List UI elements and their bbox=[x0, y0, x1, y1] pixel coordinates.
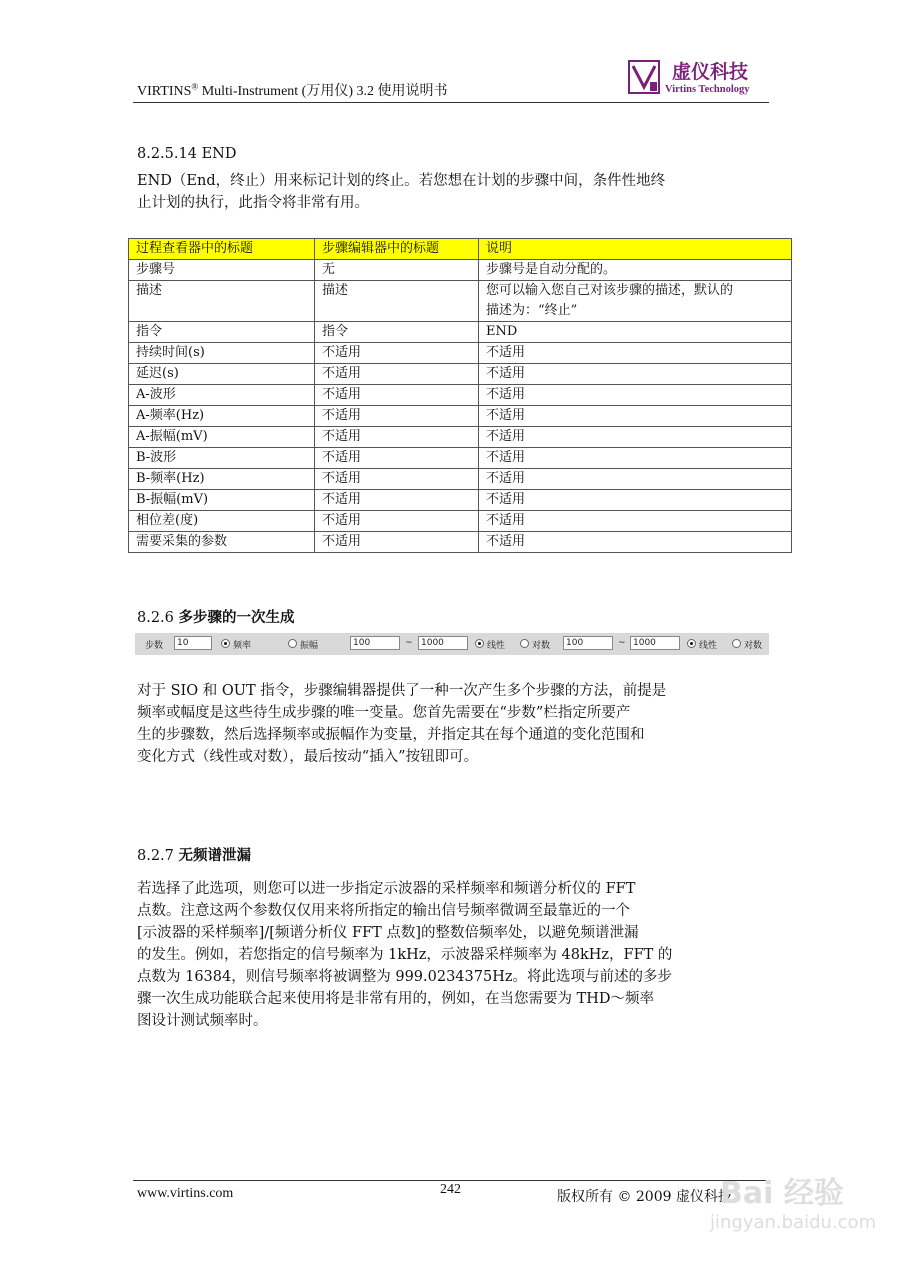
channel-b-linear-radio[interactable] bbox=[687, 639, 696, 648]
section-title-8-2-5-14: 8.2.5.14 END bbox=[137, 146, 237, 162]
page-number: 242 bbox=[440, 1182, 461, 1197]
table-cell: 不适用 bbox=[315, 406, 479, 427]
header-divider bbox=[133, 102, 769, 103]
range-separator: ~ bbox=[618, 638, 626, 648]
frequency-radio[interactable] bbox=[221, 639, 230, 648]
table-cell: 延迟(s) bbox=[129, 364, 315, 385]
table-cell: A-波形 bbox=[129, 385, 315, 406]
table-cell: 不适用 bbox=[479, 511, 792, 532]
table-cell: 不适用 bbox=[315, 490, 479, 511]
section-8-2-6-paragraph: 对于 SIO 和 OUT 指令，步骤编辑器提供了一种一次产生多个步骤的方法，前提是 频率或幅度是这些待生成步骤的唯一变量。您首先需要在“步数”栏指定所要产 生的步骤数，然后选择频率或振幅作为变量，并指定其在每个通道的变化范围和 变化方式（线性或对数），最后按动“插入”按钮即可。 bbox=[137, 683, 667, 765]
table-row bbox=[129, 406, 792, 427]
table-cell: 不适用 bbox=[315, 511, 479, 532]
table-cell: 不适用 bbox=[479, 490, 792, 511]
section-title-8-2-6: 8.2.6 多步骤的一次生成 bbox=[137, 609, 295, 626]
table-cell: 不适用 bbox=[479, 343, 792, 364]
step-parameters-table bbox=[128, 238, 792, 553]
table-cell: 指令 bbox=[129, 322, 315, 343]
footer-divider bbox=[133, 1180, 769, 1181]
table-header-row bbox=[129, 239, 792, 260]
channel-b-log-label: 对数 bbox=[744, 641, 763, 651]
channel-a-to-input[interactable]: 1000 bbox=[418, 636, 468, 650]
header-title: VIRTINS® Multi-Instrument (万用仪) 3.2 使用说明书 bbox=[137, 81, 448, 99]
footer-copyright: 版权所有 © 2009 虚仪科技 bbox=[557, 1189, 732, 1205]
table-header-cell: 说明 bbox=[479, 239, 792, 260]
table-cell: 步骤号是自动分配的。 bbox=[479, 260, 792, 281]
table-row bbox=[129, 281, 792, 322]
section-title-8-2-7: 8.2.7 无频谱泄漏 bbox=[137, 847, 252, 864]
baidu-watermark-url: jingyan.baidu.com bbox=[710, 1212, 877, 1233]
steps-input[interactable]: 10 bbox=[174, 636, 212, 650]
steps-label: 步数 bbox=[145, 641, 164, 651]
amplitude-radio-label: 振幅 bbox=[300, 641, 319, 651]
table-cell: 不适用 bbox=[315, 532, 479, 553]
table-cell: 无 bbox=[315, 260, 479, 281]
table-cell: 描述 bbox=[315, 281, 479, 322]
table-header-cell: 过程查看器中的标题 bbox=[129, 239, 315, 260]
frequency-radio-label: 频率 bbox=[233, 641, 252, 651]
table-cell: 不适用 bbox=[479, 469, 792, 490]
table-cell: 不适用 bbox=[315, 364, 479, 385]
table-row bbox=[129, 490, 792, 511]
table-row bbox=[129, 322, 792, 343]
channel-a-log-radio[interactable] bbox=[520, 639, 529, 648]
table-cell: 不适用 bbox=[315, 385, 479, 406]
table-row bbox=[129, 343, 792, 364]
table-cell: B-波形 bbox=[129, 448, 315, 469]
table-row bbox=[129, 469, 792, 490]
table-cell: 不适用 bbox=[315, 427, 479, 448]
table-cell: 不适用 bbox=[315, 448, 479, 469]
channel-a-linear-radio[interactable] bbox=[475, 639, 484, 648]
section-8-2-5-14-paragraph: END（End，终止）用来标记计划的终止。若您想在计划的步骤中间，条件性地终 止计划的执行，此指令将非常有用。 bbox=[137, 173, 666, 211]
table-cell: 指令 bbox=[315, 322, 479, 343]
channel-a-log-label: 对数 bbox=[532, 641, 551, 651]
table-row bbox=[129, 364, 792, 385]
channel-b-from-input[interactable]: 100 bbox=[563, 636, 613, 650]
table-cell: 您可以输入您自己对该步骤的描述，默认的 描述为：“终止” bbox=[479, 281, 792, 322]
channel-a-from-input[interactable]: 100 bbox=[350, 636, 400, 650]
footer-url: www.virtins.com bbox=[137, 1186, 234, 1201]
table-cell: A-振幅(mV) bbox=[129, 427, 315, 448]
table-header-cell: 步骤编辑器中的标题 bbox=[315, 239, 479, 260]
section-8-2-7-paragraph: 若选择了此选项，则您可以进一步指定示波器的采样频率和频谱分析仪的 FFT 点数。注意这两个参数仅仅用来将所指定的输出信号频率微调至最靠近的一个 [示波器的采样频率]/[频谱分析仪 FFT 点数]的整数倍频率处，以避免频谱泄漏 的发生。例如，若您指定的信号频率为 1kHz，示波器采样频率为 48kHz，FFT 的 点数为 16384，则信号频率将被调整为 999.0234375Hz。将此选项与前述的多步 骤一次生成功能联合起来使用将是非常有用的，例如，在当您需要为 THD～频率 图设计测试频率时。 bbox=[137, 881, 673, 1029]
table-cell: 步骤号 bbox=[129, 260, 315, 281]
table-row bbox=[129, 448, 792, 469]
amplitude-radio[interactable] bbox=[288, 639, 297, 648]
logo-chinese-name: 虚仪科技 bbox=[672, 61, 749, 83]
table-cell: 不适用 bbox=[315, 469, 479, 490]
table-row bbox=[129, 385, 792, 406]
table-cell: 不适用 bbox=[479, 364, 792, 385]
table-cell: 不适用 bbox=[479, 448, 792, 469]
virtins-logo-icon bbox=[628, 60, 660, 94]
table-cell: 不适用 bbox=[479, 385, 792, 406]
table-cell: 不适用 bbox=[479, 406, 792, 427]
table-cell: 不适用 bbox=[315, 343, 479, 364]
multi-step-toolbar bbox=[135, 633, 769, 655]
table-cell: 需要采集的参数 bbox=[129, 532, 315, 553]
channel-b-to-input[interactable]: 1000 bbox=[630, 636, 680, 650]
table-row bbox=[129, 511, 792, 532]
table-cell: A-频率(Hz) bbox=[129, 406, 315, 427]
table-row bbox=[129, 260, 792, 281]
table-cell: 不适用 bbox=[479, 532, 792, 553]
range-separator: ~ bbox=[405, 638, 413, 648]
table-cell: 描述 bbox=[129, 281, 315, 322]
logo-english-name: Virtins Technology bbox=[665, 84, 750, 95]
table-cell: 相位差(度) bbox=[129, 511, 315, 532]
channel-b-log-radio[interactable] bbox=[732, 639, 741, 648]
channel-a-linear-label: 线性 bbox=[487, 641, 506, 651]
table-row bbox=[129, 532, 792, 553]
table-cell: 不适用 bbox=[479, 427, 792, 448]
table-cell: B-频率(Hz) bbox=[129, 469, 315, 490]
baidu-watermark: Bai 经验 bbox=[720, 1176, 844, 1211]
table-cell: END bbox=[479, 322, 792, 343]
channel-b-linear-label: 线性 bbox=[699, 641, 718, 651]
table-cell: 持续时间(s) bbox=[129, 343, 315, 364]
table-row bbox=[129, 427, 792, 448]
table-cell: B-振幅(mV) bbox=[129, 490, 315, 511]
